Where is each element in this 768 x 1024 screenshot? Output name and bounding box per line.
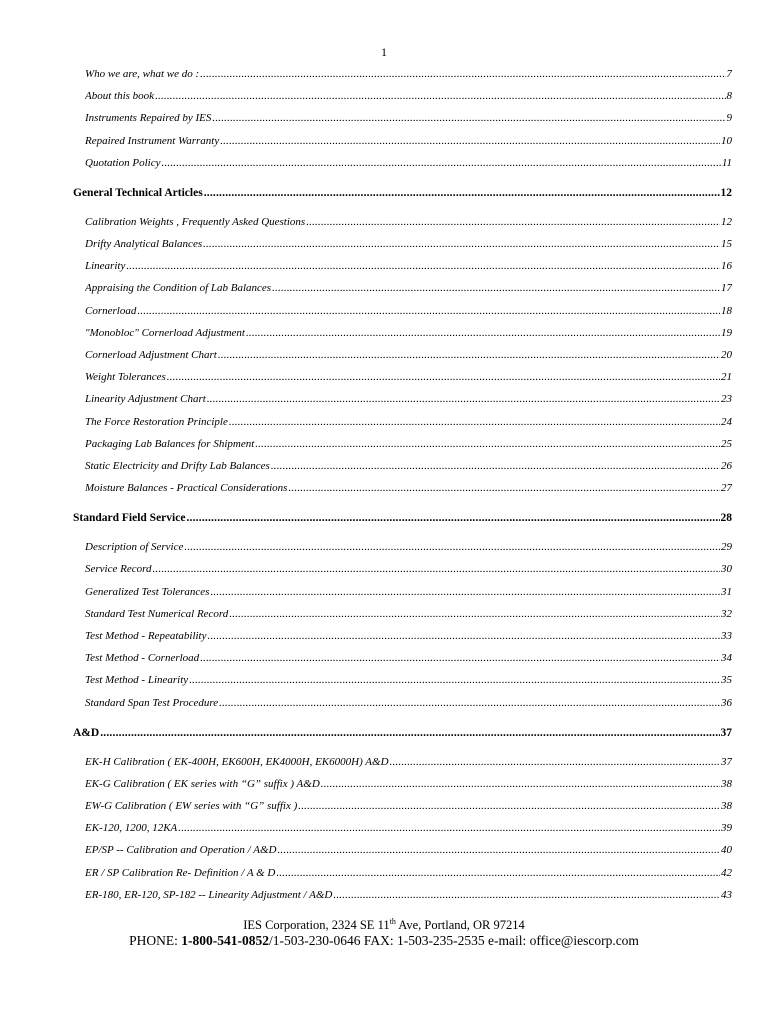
toc-entry[interactable] (85, 581, 732, 603)
dot-leader (321, 773, 720, 795)
toc-entry-page: 32 (721, 607, 732, 620)
dot-leader (271, 455, 720, 477)
toc-entry[interactable] (85, 107, 732, 129)
dot-leader (276, 862, 720, 884)
toc-entry-title: Linearity Adjustment Chart (85, 393, 206, 406)
toc-entry[interactable] (85, 433, 732, 455)
toc-entry-page: 29 (721, 541, 732, 554)
toc-entry-page: 36 (721, 696, 732, 709)
dot-leader (272, 277, 720, 299)
dot-leader (210, 581, 720, 603)
footer-address (0, 917, 768, 933)
toc-entry-page: 8 (726, 90, 732, 103)
toc-entry[interactable] (85, 152, 732, 174)
toc-entry-title: Service Record (85, 563, 152, 576)
dot-leader (229, 411, 720, 433)
toc-entry-title: Instruments Repaired by IES (85, 112, 212, 125)
toc-section-entry[interactable] (73, 182, 732, 204)
toc-entry[interactable] (85, 603, 732, 625)
dot-leader (207, 388, 720, 410)
toc-entry-page: 17 (721, 282, 732, 295)
phone-tollfree: 1-800-541-0852 (181, 933, 269, 948)
toc-entry[interactable] (85, 344, 732, 366)
toc-entry-page: 9 (726, 112, 732, 125)
dot-leader (390, 751, 720, 773)
toc-entry-page: 34 (721, 652, 732, 665)
toc-entry-title: ER-180, ER-120, SP-182 -- Linearity Adjustment / A&D (85, 888, 333, 901)
phone-label: PHONE: (129, 933, 182, 948)
toc-entry-page: 10 (721, 134, 732, 147)
toc-entry[interactable] (85, 255, 732, 277)
dot-leader (178, 817, 720, 839)
toc-entry[interactable] (85, 322, 732, 344)
dot-leader (277, 839, 720, 861)
toc-entry-page: 43 (721, 888, 732, 901)
toc-entry-page: 28 (720, 512, 732, 525)
dot-leader (200, 647, 720, 669)
dot-leader (333, 884, 720, 906)
toc-entry[interactable] (85, 366, 732, 388)
toc-entry-title: Standard Field Service (73, 512, 186, 525)
footer-address-suffix: Ave, Portland, OR 97214 (395, 918, 525, 932)
toc-entry[interactable] (85, 85, 732, 107)
toc-entry[interactable] (85, 692, 732, 714)
dot-leader (208, 625, 721, 647)
dot-leader (218, 344, 720, 366)
toc-entry-title: Who we are, what we do : (85, 68, 200, 80)
toc-entry-page: 15 (721, 238, 732, 250)
toc-entry-page: 37 (721, 755, 732, 768)
toc-entry-page: 35 (721, 674, 732, 687)
dot-leader (298, 795, 720, 817)
dot-leader (220, 130, 720, 152)
toc-entry-title: EK-H Calibration ( EK-400H, EK600H, EK4000H, EK6000H) A&D (85, 755, 389, 768)
footer-address-prefix: IES Corporation, 2324 SE 11 (243, 918, 390, 932)
toc-entry-title: EK-G Calibration ( EK series with “G” suffix ) A&D (85, 777, 320, 790)
toc-entry-page: 39 (721, 822, 732, 835)
toc-entry[interactable] (85, 477, 732, 499)
dot-leader (212, 107, 725, 129)
toc-entry[interactable] (85, 277, 732, 299)
dot-leader (155, 85, 725, 107)
toc-entry[interactable] (85, 130, 732, 152)
toc-entry-page: 31 (721, 585, 732, 598)
toc-entry-page: 16 (721, 260, 732, 273)
dot-leader (255, 433, 720, 455)
dot-leader (200, 63, 725, 85)
toc-entry[interactable] (85, 669, 732, 691)
toc-entry-title: Standard Span Test Procedure (85, 696, 219, 709)
dot-leader (167, 366, 720, 388)
dot-leader (306, 211, 720, 233)
dot-leader (186, 507, 719, 529)
dot-leader (161, 152, 720, 174)
toc-entry-page: 24 (721, 415, 732, 428)
toc-entry-title: Calibration Weights , Frequently Asked Questions (85, 215, 306, 228)
toc-entry-page: 20 (721, 349, 732, 361)
toc-section-entry[interactable] (73, 507, 732, 529)
page-number: 1 (381, 45, 387, 59)
toc-entry[interactable] (85, 63, 732, 85)
toc-entry[interactable] (85, 411, 732, 433)
toc-entry-page: 21 (721, 371, 732, 384)
toc-entry[interactable] (85, 625, 732, 647)
toc-entry[interactable] (85, 211, 732, 233)
dot-leader (219, 692, 720, 714)
toc-entry-title: The Force Restoration Principle (85, 415, 228, 428)
toc-entry-title: Drifty Analytical Balances (85, 238, 203, 250)
toc-entry-page: 7 (726, 68, 732, 80)
toc-entry-page: 40 (721, 844, 732, 857)
toc-entry-title: About this book (85, 90, 155, 103)
dot-leader (152, 558, 720, 580)
toc-entry-title: Cornerload Adjustment Chart (85, 349, 217, 361)
toc-entry[interactable] (85, 839, 732, 861)
toc-entry-page: 38 (721, 800, 732, 812)
toc-entry-title: Static Electricity and Drifty Lab Balances (85, 460, 270, 472)
toc-entry-title: A&D (73, 726, 100, 739)
toc-entry-title: Linearity (85, 260, 126, 273)
dot-leader (189, 669, 720, 691)
toc-entry[interactable] (85, 558, 732, 580)
toc-entry-title: General Technical Articles (73, 186, 203, 199)
toc-entry-page: 37 (720, 726, 732, 739)
toc-entry-title: Weight Tolerances (85, 371, 166, 384)
toc-entry-page: 12 (721, 215, 732, 228)
toc-entry-title: Description of Service (85, 541, 184, 554)
toc-entry[interactable] (85, 388, 732, 410)
dot-leader (100, 722, 719, 744)
toc-entry-page: 23 (721, 393, 732, 406)
toc-entry-title: EW-G Calibration ( EW series with “G” suffix ) (85, 800, 298, 812)
toc-entry[interactable] (85, 817, 732, 839)
dot-leader (229, 603, 720, 625)
toc-entry-title: Cornerload (85, 304, 137, 317)
toc-entry-page: 27 (721, 482, 732, 495)
toc-entry[interactable] (85, 862, 732, 884)
toc-entry[interactable] (85, 751, 732, 773)
toc-entry-page: 26 (721, 460, 732, 472)
toc-entry-page: 42 (721, 866, 732, 879)
toc-entry-title: Moisture Balances - Practical Considerations (85, 482, 288, 495)
toc-entry[interactable] (85, 455, 732, 477)
contact-rest: /1-503-230-0646 FAX: 1-503-235-2535 e-mail: office@iescorp.com (268, 933, 639, 948)
dot-leader (288, 477, 720, 499)
toc-entry-title: EP/SP -- Calibration and Operation / A&D (85, 844, 277, 857)
toc-section-entry[interactable] (73, 722, 732, 744)
toc-entry[interactable] (85, 233, 732, 255)
toc-entry-title: Standard Test Numerical Record (85, 607, 229, 620)
toc-entry[interactable] (85, 300, 732, 322)
toc-entry-page: 25 (721, 437, 732, 450)
toc-entry-page: 18 (721, 304, 732, 317)
dot-leader (204, 182, 720, 204)
dot-leader (246, 322, 720, 344)
toc-entry[interactable] (85, 773, 732, 795)
toc-entry-title: Packaging Lab Balances for Shipment (85, 437, 255, 450)
dot-leader (137, 300, 720, 322)
toc-entry-page: 30 (721, 563, 732, 576)
toc-entry-title: Repaired Instrument Warranty (85, 134, 220, 147)
toc-entry-title: Test Method - Linearity (85, 674, 189, 687)
toc-entry[interactable] (85, 536, 732, 558)
footer-address-sup: th (389, 916, 396, 926)
toc-entry-page: 11 (721, 156, 732, 169)
toc-entry-title: ER / SP Calibration Re- Definition / A & D (85, 866, 276, 879)
toc-entry-title: Appraising the Condition of Lab Balances (85, 282, 272, 295)
toc-entry-title: Test Method - Cornerload (85, 652, 200, 665)
dot-leader (203, 233, 720, 255)
toc-entry-title: Test Method - Repeatability (85, 630, 207, 642)
toc-entry-title: EK-120, 1200, 12KA (85, 822, 178, 835)
toc-entry-title: "Monobloc" Cornerload Adjustment (85, 326, 245, 339)
footer-contact (0, 932, 768, 950)
toc-entry-title: Generalized Test Tolerances (85, 585, 210, 598)
toc-entry[interactable] (85, 884, 732, 906)
toc-entry[interactable] (85, 647, 732, 669)
toc-entry-page: 19 (721, 326, 732, 339)
toc-entry-title: Quotation Policy (85, 156, 161, 169)
toc-entry-page: 12 (720, 186, 732, 199)
dot-leader (184, 536, 720, 558)
toc-entry[interactable] (85, 795, 732, 817)
toc-entry-page: 38 (721, 777, 732, 790)
toc-entry-page: 33 (721, 630, 732, 642)
dot-leader (126, 255, 720, 277)
